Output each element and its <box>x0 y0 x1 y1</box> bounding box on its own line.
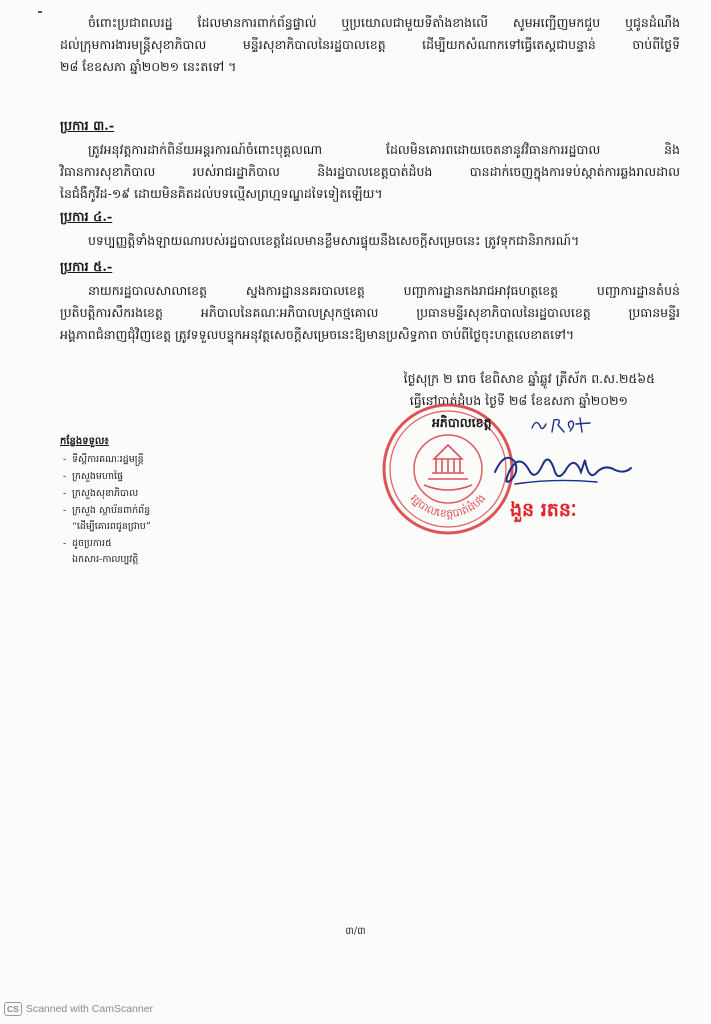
article-4 <box>60 206 680 252</box>
recipient-note: “ដើម្បីគោរពជូនជ្រាប” <box>72 521 151 532</box>
recipients-list <box>60 434 260 569</box>
stamp-text: រដ្ឋបាលខេត្តបាត់ដំបង <box>407 491 489 521</box>
handwritten-initials <box>528 414 598 436</box>
article-5 <box>60 256 680 346</box>
intro-line: ២៨ ខែឧសភា ឆ្នាំ២០២១ នេះតទៅ ។ <box>60 59 237 74</box>
article-line: នៃជំងឺកូវីដ-១៩ ដោយមិនគិតដល់បទល្មើសព្រហ្មទណ្ឌដទៃទៀតឡើយ។ <box>60 186 383 201</box>
article-line: ប្រតិបត្តិការសឹករងខេត្ត អភិបាលនៃគណៈអភិបាលស្រុកថ្មគោល ប្រធានមន្ទីរសុខាភិបាលនៃរដ្ឋបាលខេត្ត ប្រធានមន្ទីរ <box>60 305 680 320</box>
handwritten-signature <box>485 442 635 492</box>
article-heading: ប្រការ ៥.- <box>60 260 113 275</box>
recipient-item <box>60 469 260 485</box>
page-number: ៣/៣ <box>345 926 366 937</box>
recipient-label: - ដូចប្រការ៥ <box>72 538 112 549</box>
article-3 <box>60 115 680 205</box>
camscanner-badge: CS <box>4 1002 22 1016</box>
article-heading: ប្រការ ៣.- <box>60 119 115 134</box>
article-heading: ប្រការ ៤.- <box>60 210 113 225</box>
svg-text:រដ្ឋបាលខេត្តបាត់ដំបង <box>408 492 489 520</box>
article-line: វិធានការសុខាភិបាល របស់រាជរដ្ឋាភិបាល និងរដ្ឋបាលខេត្តបាត់ដំបង បានដាក់ចេញក្នុងការទប់ស្កាត់ការឆ្លងរាលដាល <box>60 164 680 179</box>
recipient-label: - ក្រសួងមហាផ្ទៃ <box>72 471 124 482</box>
scan-mark <box>38 11 42 13</box>
solar-date: ធ្វើនៅបាត់ដំបង ថ្ងៃទី ២៨ ខែឧសភា ឆ្នាំ២០២១ <box>409 393 628 408</box>
scanner-watermark <box>4 1002 153 1016</box>
recipient-item <box>60 503 260 535</box>
article-line: បទប្បញ្ញត្តិទាំងឡាយណារបស់រដ្ឋបាលខេត្តដែលមានខ្លឹមសារផ្ទុយនឹងសេចក្តីសម្រេចនេះ ត្រូវទុកជានិរាករណ៍។ <box>88 233 580 248</box>
intro-line: ដល់ក្រុមការងារមន្ត្រីសុខាភិបាល មន្ទីរសុខាភិបាលនៃរដ្ឋបាលខេត្ត ដើម្បីយកសំណាកទៅធ្វើតេស្តជាបន្ទាន់ ចាប់ពីថ្ងៃទី <box>60 37 680 52</box>
signature-block <box>60 364 680 579</box>
document-body <box>60 12 680 579</box>
article-line: នាយករដ្ឋបាលសាលាខេត្ត ស្នងការដ្ឋាននគរបាលខេត្ត បញ្ជាការដ្ឋានកងរាជអាវុធហត្ថខេត្ត បញ្ជាការដ្ឋានតំបន់ <box>88 283 680 298</box>
intro-line: ចំពោះប្រជាពលរដ្ឋ ដែលមានការពាក់ព័ន្ធផ្ទាល់ ឬប្រយោលជាមួយទីតាំងខាងលើ សូមអញ្ជើញមកជួប ឬជូនដំណឹង <box>88 15 680 30</box>
lunar-date: ថ្ងៃសុក្រ ២ រោច ខែពិសាខ ឆ្នាំឆ្លូវ ត្រីស័ក ព.ស.២៥៦៥ <box>403 371 655 386</box>
recipient-label: - ទីស្តីការគណៈរដ្ឋមន្ត្រី <box>72 454 144 465</box>
recipients-heading: កន្លែងទទួល៖ <box>60 436 109 447</box>
recipient-note: ឯកសារ-កាលប្បវត្តិ <box>72 554 139 565</box>
recipient-item <box>60 486 260 502</box>
recipient-label: - ក្រសួង ស្ថាប័នពាក់ព័ន្ធ <box>72 505 151 516</box>
signatory-name: ងួន រតនៈ <box>510 499 577 521</box>
recipient-item <box>60 452 260 468</box>
recipient-item <box>60 536 260 568</box>
signatory-title: អភិបាលខេត្ត <box>432 415 492 430</box>
article-line: អង្គភាពជំនាញជុំវិញខេត្ត ត្រូវទទួលបន្ទុកអនុវត្តសេចក្តីសម្រេចនេះឱ្យមានប្រសិទ្ធភាព ចាប់ពីថ្ងៃចុះហត្ថលេខាតទៅ។ <box>60 327 575 342</box>
intro-paragraph <box>60 12 680 78</box>
camscanner-text: Scanned with CamScanner <box>25 1003 154 1015</box>
recipient-label: - ក្រសួងសុខាភិបាល <box>72 488 139 499</box>
article-line: ត្រូវអនុវត្តការដាក់ពិន័យអន្តរការណ៍ចំពោះបុគ្គលណា ដែលមិនគោរពដោយចេតនានូវវិធានការរដ្ឋបាល និង <box>88 142 680 157</box>
